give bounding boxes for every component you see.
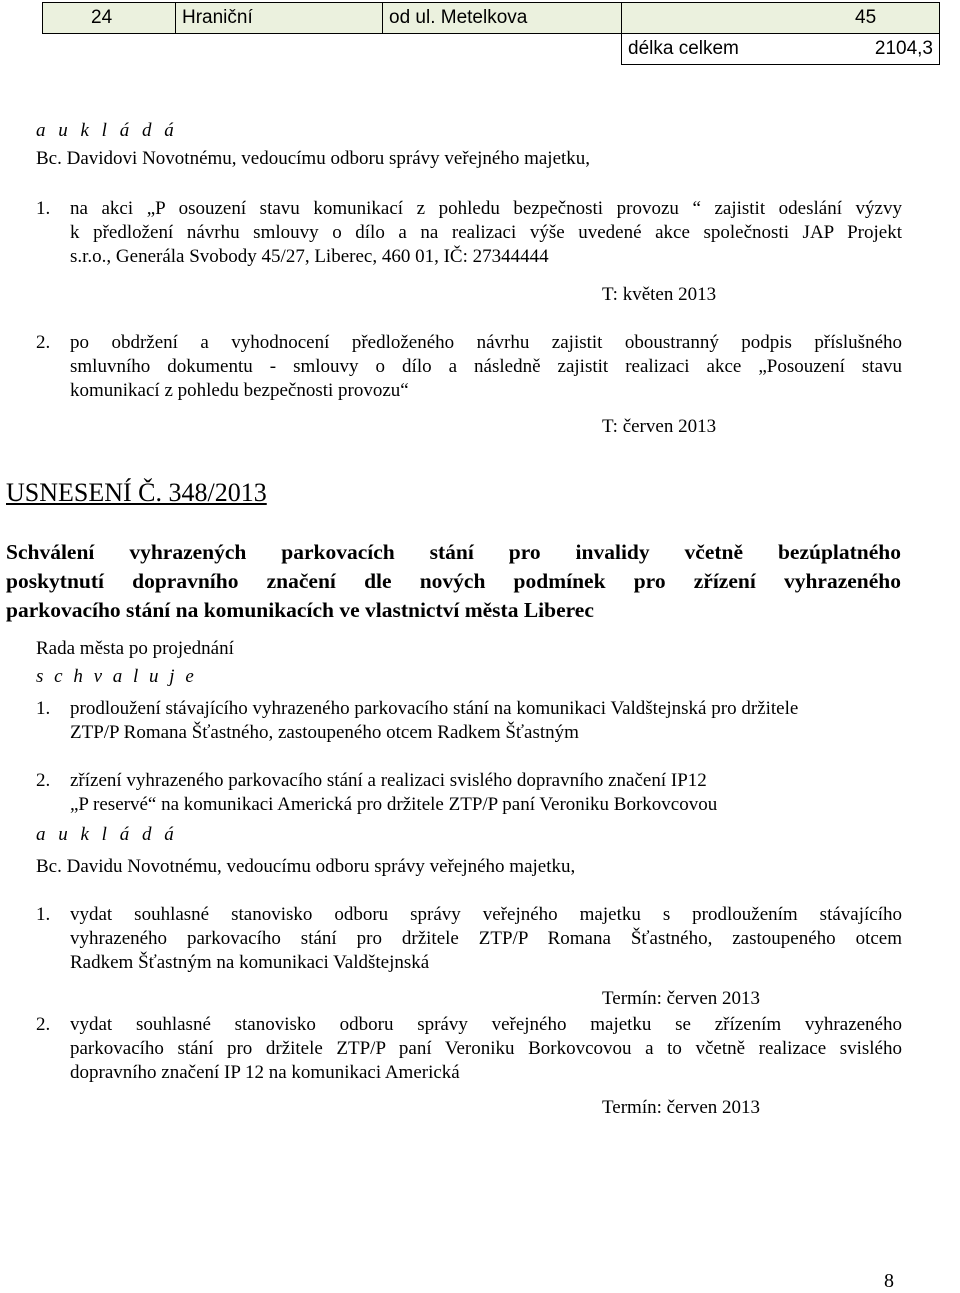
item-text-line: „P reservé“ na komunikaci Americká pro držitele ZTP/P paní Veroniku Borkovcovou	[70, 794, 718, 815]
resolution-title-line: Schválení vyhrazených parkovacích stání pro invalidy včetně bezúplatného	[6, 540, 901, 564]
item-number: 2.	[36, 332, 51, 353]
item-number: 2.	[36, 1014, 51, 1035]
page-number: 8	[884, 1270, 894, 1292]
length-table	[42, 2, 940, 65]
item-text-line: na akci „P osouzení stavu komunikací z pohledu bezpečnosti provozu “ zajistit odeslání výzvy	[70, 198, 902, 219]
term: T: květen 2013	[602, 284, 717, 305]
item-text-line: komunikací z pohledu bezpečnosti provozu“	[70, 380, 409, 401]
table-total-cell: délka celkem 2104,3	[622, 34, 940, 65]
item-text-line: zřízení vyhrazeného parkovacího stání a realizaci svislého dopravního značení IP12	[70, 770, 707, 791]
resolution-title-line: poskytnutí dopravního značení dle nových podmínek pro zřízení vyhrazeného	[6, 569, 901, 593]
item-text-line: smluvního dokumentu - smlouvy o dílo a následně zajistit realizaci akce „Posouzení stavu	[70, 356, 902, 377]
item-text-line: dopravního značení IP 12 na komunikaci Americká	[70, 1062, 460, 1083]
item-text-line: po obdržení a vyhodnocení předloženého návrhu zajistit oboustranný podpis příslušného	[70, 332, 902, 353]
intro: Rada města po projednání	[36, 638, 234, 659]
item-text-line: k předložení návrhu smlouvy o dílo a na realizaci výše uvedené akce společnosti JAP Projekt	[70, 222, 902, 243]
item-text-line: s.r.o., Generála Svobody 45/27, Liberec, 460 01, IČ: 27344444	[70, 246, 549, 267]
item-text-line: vydat souhlasné stanovisko odboru správy veřejného majetku s prodloužením stávajícího	[70, 904, 902, 925]
addressee: Bc. Davidu Novotnému, vedoucímu odboru správy veřejného majetku,	[36, 856, 576, 877]
table-cell-street: Hraniční	[176, 3, 383, 34]
table-cell-number: 24	[43, 3, 176, 34]
item-number: 1.	[36, 698, 51, 719]
item-text-line: vydat souhlasné stanovisko odboru správy veřejného majetku se zřízením vyhrazeného	[70, 1014, 902, 1035]
table-row	[43, 34, 940, 65]
table-cell-from: od ul. Metelkova	[383, 3, 622, 34]
table-cell-length: 45	[622, 3, 940, 34]
item-text-line: parkovacího stání pro držitele ZTP/P paní Veroniku Borkovcovou a to včetně realizace svislého	[70, 1038, 902, 1059]
resolution-heading: USNESENÍ Č. 348/2013	[6, 478, 267, 507]
item-number: 1.	[36, 198, 51, 219]
ukladá-label: a u k l á d á	[36, 824, 178, 845]
term: Termín: červen 2013	[602, 988, 761, 1009]
addressee: Bc. Davidovi Novotnému, vedoucímu odboru správy veřejného majetku,	[36, 148, 591, 169]
item-text-line: prodloužení stávajícího vyhrazeného parkovacího stání na komunikaci Valdštejnská pro držitele	[70, 698, 799, 719]
ukladá-label: a u k l á d á	[36, 120, 178, 141]
item-text-line: vyhrazeného parkovacího stání pro držitele ZTP/P Romana Šťastného, zastoupeného otcem	[70, 928, 902, 949]
term: T: červen 2013	[602, 416, 717, 437]
item-number: 2.	[36, 770, 51, 791]
table-row	[43, 3, 940, 34]
resolution-title-line: parkovacího stání na komunikacích ve vlastnictví města Liberec	[6, 598, 594, 622]
term: Termín: červen 2013	[602, 1097, 761, 1118]
item-number: 1.	[36, 904, 51, 925]
approves-label: s c h v a l u j e	[36, 666, 197, 687]
item-text-line: Radkem Šťastným na komunikaci Valdštejnská	[70, 952, 430, 973]
item-text-line: ZTP/P Romana Šťastného, zastoupeného otcem Radkem Šťastným	[70, 722, 579, 743]
